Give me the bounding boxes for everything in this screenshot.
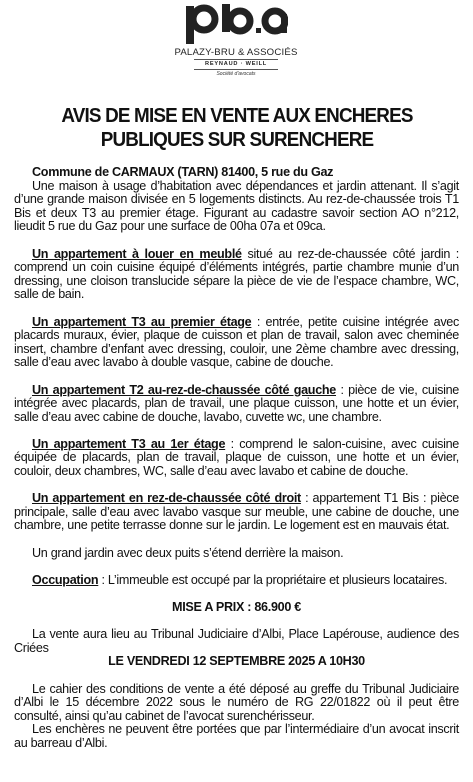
lot-1-heading: Un appartement à louer en meublé <box>32 246 242 261</box>
firm-partners: REYNAUD · WEILL <box>204 61 268 67</box>
commune-heading: Commune de CARMAUX (TARN) 81400, 5 rue du Gaz <box>32 165 334 179</box>
lot-1-text: situé au rez-de-chaussée côté jardin : comprend un coin cuisine équipé d’éléments intégrés, partie chambre munie d’un dressing, une cloison translucide sépare la pièce de vie de l’espace chambre, WC, salle de bain. <box>14 246 459 302</box>
firm-logo <box>170 4 302 84</box>
divider <box>194 69 278 70</box>
letterhead <box>0 0 473 90</box>
occupation-heading: Occupation <box>32 572 99 587</box>
sale-date: LE VENDREDI 12 SEPTEMBRE 2025 A 10H30 <box>108 654 365 669</box>
lot-3-paragraph <box>14 384 459 425</box>
lot-5-paragraph <box>14 492 459 533</box>
garden-paragraph: Un grand jardin avec deux puits s’étend derrière la maison. <box>32 545 344 560</box>
pba-logo-mark <box>184 4 288 46</box>
occupation-text: : L’immeuble est occupé par la propriétaire et plusieurs locataires. <box>98 572 448 587</box>
lot-5-heading: Un appartement en rez-de-chaussée côté droit <box>32 491 301 506</box>
notice-body <box>0 166 473 751</box>
firm-tagline: Société d'avocats <box>216 71 256 77</box>
starting-price: MISE A PRIX : 86.900 € <box>172 600 301 614</box>
cahier-paragraph: Le cahier des conditions de vente a été déposé au greffe du Tribunal Judiciaire d’Albi le 15 décembre 2022 sous le numéro de RG 22/01822 où il peut être consulté, ainsi qu’au cabinet de l’avocat surenchérisseur. <box>14 681 459 723</box>
lot-4-text: : comprend le salon-cuisine, avec cuisine équipée de placards, plan de travail, plaque de cuisson, une hotte et un évier, couloir, deux chambres, WC, salle d’eau avec lavabo et cabine de douche. <box>14 436 459 479</box>
intro-paragraph: Une maison à usage d’habitation avec dépendances et jardin attenant. Il s’agit d’une grande maison divisée en 5 logements distincts. Au rez-de-chaussée trois T1 Bis et deux T3 au premier étage. Figurant au cadastre savoir section AO n°212, lieudit 5 rue du Gaz pour une surface de 00ha 07a et 09ca. <box>14 178 459 234</box>
lot-3-heading: Un appartement T2 au-rez-de-chaussée côté gauche <box>32 382 337 397</box>
lot-2-paragraph <box>14 316 459 370</box>
bids-paragraph: Les enchères ne peuvent être portées que par l’intermédiaire d’un avocat inscrit au barreau d’Albi. <box>14 722 459 750</box>
lot-3-text: : pièce de vie, cuisine intégrée avec placards, plan de travail, une plaque cuisson, une hotte et un évier, salle d’eau avec cabine de douche, lavabo, cuvette wc, une chambre. <box>14 382 459 424</box>
notice-title: AVIS DE MISE EN VENTE AUX ENCHERES PUBLIQUES SUR SURENCHERE <box>61 104 413 151</box>
divider <box>194 59 278 60</box>
lot-1-paragraph <box>14 248 459 302</box>
occupation-paragraph <box>14 574 459 588</box>
venue-paragraph: La vente aura lieu au Tribunal Judiciaire d’Albi, Place Lapérouse, audience des Criées <box>14 627 459 655</box>
lot-5-text: : appartement T1 Bis : pièce principale, salle d’eau avec lavabo vasque sur meuble, une cabine de douche, une chambre, une petite terrasse donne sur le jardin. Le logement est en mauvais état. <box>14 491 460 533</box>
lot-2-heading: Un appartement T3 au premier étage <box>32 314 252 329</box>
lot-4-heading: Un appartement T3 au 1er étage <box>32 436 226 451</box>
lot-4-paragraph <box>14 438 459 479</box>
lot-2-text: : entrée, petite cuisine intégrée avec placards muraux, évier, plaque de cuisson et plan de travail, salon avec cheminée insert, chambre d’enfant avec dressing, couloir, une 2ème chambre avec dressing, salle d’eau avec lavabo à double vasque, cabine de douche. <box>14 314 460 370</box>
firm-name: PALAZY-BRU & ASSOCIÉS <box>174 47 298 58</box>
